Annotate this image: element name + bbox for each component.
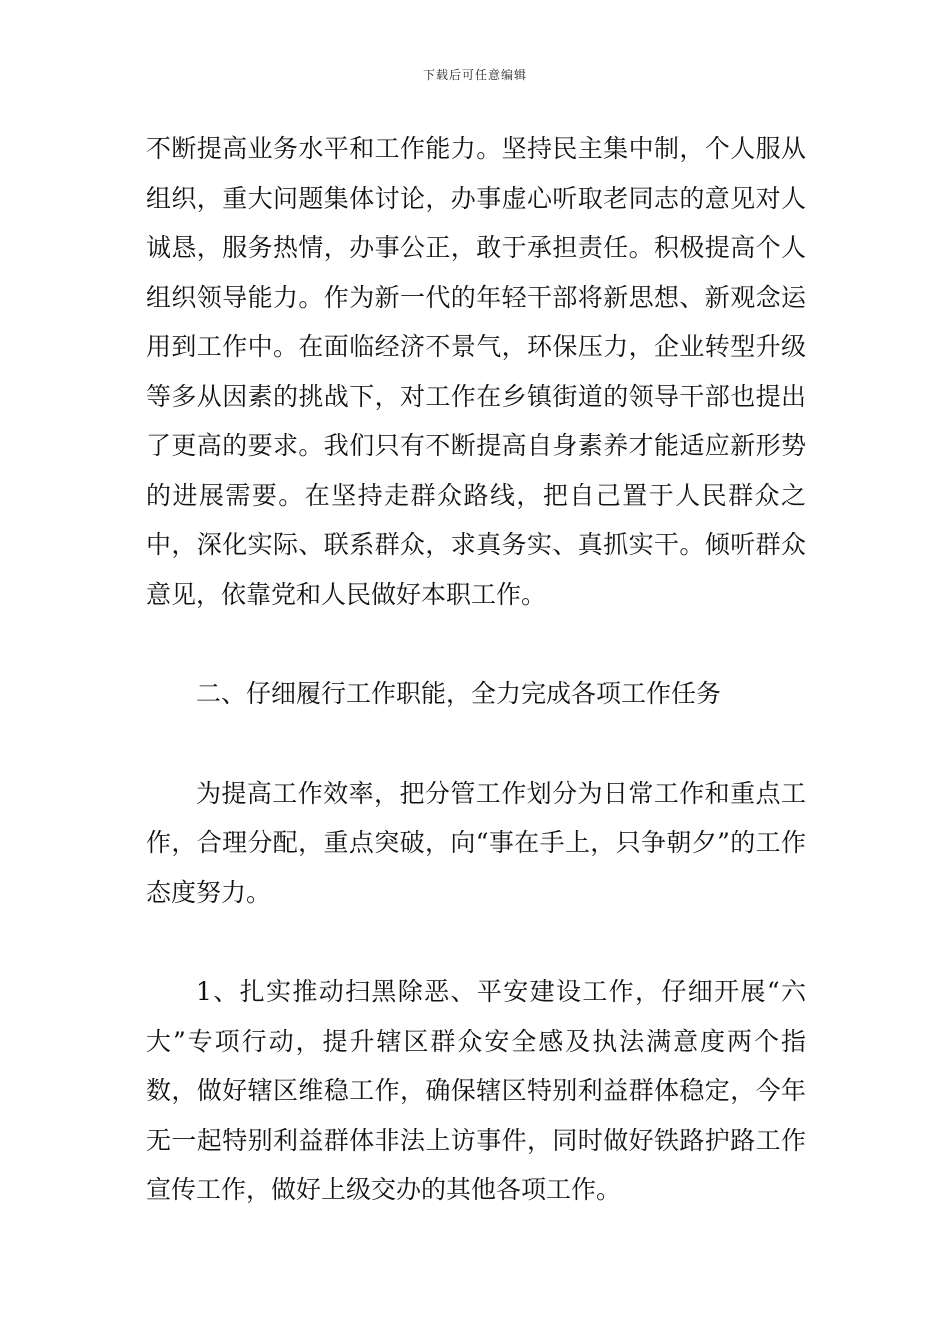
- paragraph-spacer: [146, 619, 806, 669]
- body-paragraph-2: 为提高工作效率，把分管工作划分为日常工作和重点工作，合理分配，重点突破，向“事在手上，只争朝夕”的工作态度努力。: [146, 778, 806, 907]
- document-body: [146, 124, 806, 1215]
- section-heading: 二、仔细履行工作职能，全力完成各项工作任务: [196, 679, 722, 708]
- paragraph-spacer: [146, 719, 806, 769]
- body-paragraph-3: 1、扎实推动扫黑除恶、平安建设工作，仔细开展“六大”专项行动，提升辖区群众安全感及执法满意度两个指数，做好辖区维稳工作，确保辖区特别利益群体稳定，今年无一起特别利益群体非法上访事件，同时做好铁路护路工作宣传工作，做好上级交办的其他各项工作。: [146, 977, 806, 1204]
- page-header-note: 下载后可任意编辑: [422, 68, 527, 82]
- body-paragraph-1: 不断提高业务水平和工作能力。坚持民主集中制，个人服从组织，重大问题集体讨论，办事虚心听取老同志的意见对人诚恳，服务热情，办事公正，敢于承担责任。积极提高个人组织领导能力。作为新一代的年轻干部将新思想、新观念运用到工作中。在面临经济不景气，环保压力，企业转型升级等多从因素的挑战下，对工作在乡镇街道的领导干部也提出了更高的要求。我们只有不断提高自身素养才能适应新形势的进展需要。在坚持走群众路线，把自己置于人民群众之中，深化实际、联系群众，求真务实、真抓实干。倾听群众意见，依靠党和人民做好本职工作。: [146, 134, 806, 609]
- paragraph-spacer: [146, 917, 806, 967]
